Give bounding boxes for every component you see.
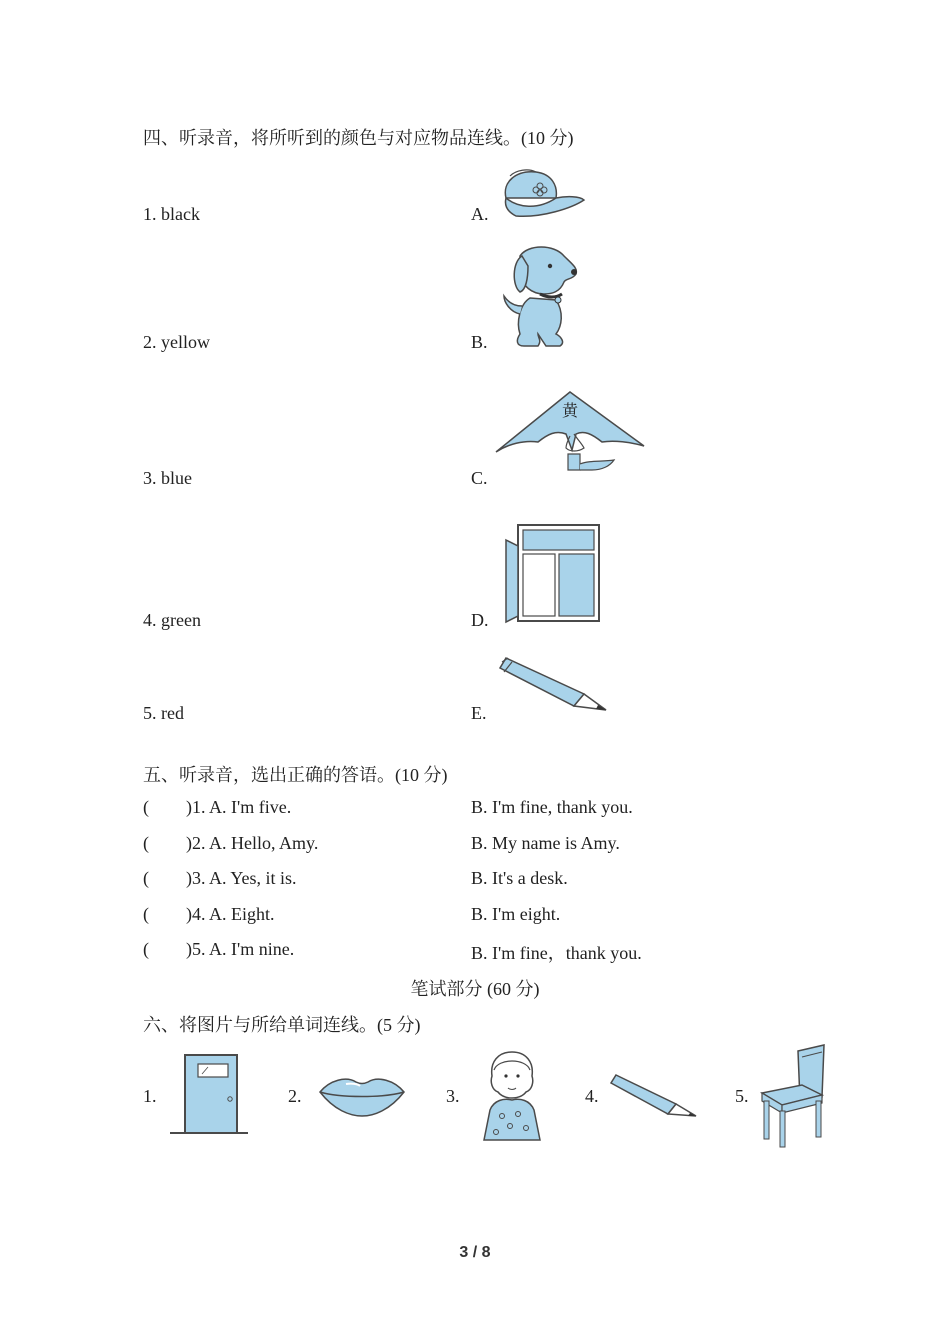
picture-number-4: 4. bbox=[585, 1086, 599, 1106]
option-a-label: A. bbox=[471, 204, 489, 224]
question-4-option-b: B. I'm eight. bbox=[471, 904, 561, 924]
section4-heading: 四、听录音，将所听到的颜色与对应物品连线。(10 分) bbox=[143, 128, 574, 148]
question-5-option-a: )5. A. I'm nine. bbox=[186, 939, 295, 959]
match-item-2: 2. yellow bbox=[143, 332, 210, 352]
question-2-option-b: B. My name is Amy. bbox=[471, 833, 620, 853]
kite-character: 黄 bbox=[561, 401, 579, 420]
question-1-option-a: )1. A. I'm five. bbox=[186, 797, 292, 817]
grandma-picture bbox=[480, 1050, 544, 1144]
pencil-picture bbox=[498, 654, 610, 714]
match-item-5: 5. red bbox=[143, 703, 184, 723]
question-2-option-a: )2. A. Hello, Amy. bbox=[186, 833, 319, 853]
section6-heading: 六、将图片与所给单词连线。(5 分) bbox=[143, 1015, 421, 1035]
answer-blank-5: ( bbox=[143, 939, 149, 959]
question-3-option-b: B. It's a desk. bbox=[471, 868, 568, 888]
option-b-label: B. bbox=[471, 332, 488, 352]
picture-number-5: 5. bbox=[735, 1086, 749, 1106]
picture-number-1: 1. bbox=[143, 1086, 157, 1106]
door-picture bbox=[168, 1052, 250, 1136]
section5-heading: 五、听录音，选出正确的答语。(10 分) bbox=[143, 765, 448, 785]
answer-blank-2: ( bbox=[143, 833, 149, 853]
kite-picture bbox=[494, 390, 646, 480]
page-number: 3 / 8 bbox=[459, 1244, 491, 1261]
picture-number-3: 3. bbox=[446, 1086, 460, 1106]
dog-picture bbox=[498, 242, 583, 354]
question-4-option-a: )4. A. Eight. bbox=[186, 904, 275, 924]
question-1-option-b: B. I'm fine, thank you. bbox=[471, 797, 633, 817]
option-c-label: C. bbox=[471, 468, 488, 488]
chair-picture bbox=[752, 1043, 834, 1149]
answer-blank-1: ( bbox=[143, 797, 149, 817]
option-d-label: D. bbox=[471, 610, 489, 630]
picture-number-2: 2. bbox=[288, 1086, 302, 1106]
window-picture bbox=[502, 522, 602, 626]
match-item-4: 4. green bbox=[143, 610, 201, 630]
answer-blank-3: ( bbox=[143, 868, 149, 888]
pencil-picture-2 bbox=[610, 1072, 700, 1122]
match-item-3: 3. blue bbox=[143, 468, 192, 488]
question-3-option-a: )3. A. Yes, it is. bbox=[186, 868, 297, 888]
cap-picture bbox=[498, 168, 588, 220]
match-item-1: 1. black bbox=[143, 204, 200, 224]
question-5-option-b: B. I'm fine，thank you. bbox=[471, 943, 642, 963]
answer-blank-4: ( bbox=[143, 904, 149, 924]
option-e-label: E. bbox=[471, 703, 487, 723]
lips-picture bbox=[316, 1074, 408, 1118]
written-part-title: 笔试部分 (60 分) bbox=[410, 979, 540, 999]
